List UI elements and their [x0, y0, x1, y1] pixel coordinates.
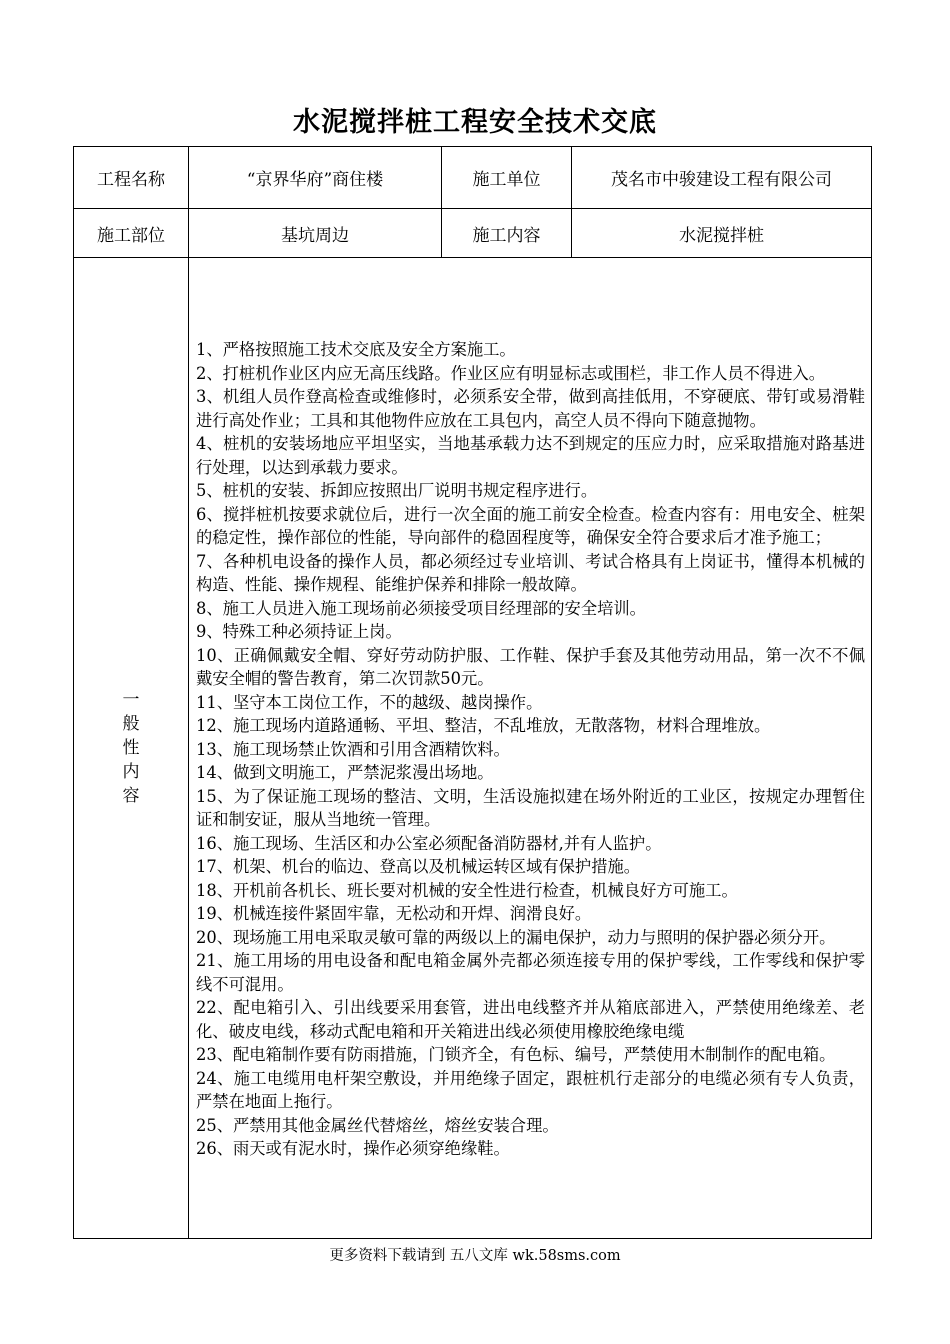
- section-label-char: 内: [122, 762, 140, 782]
- list-item: 2、打桩机作业区内应无高压线路。作业区应有明显标志或围栏，非工作人员不得进入。: [196, 363, 826, 383]
- section-label-char: 一: [122, 690, 140, 710]
- list-item: 1、严格按照施工技术交底及安全方案施工。: [196, 340, 516, 360]
- list-item: 9、特殊工种必须持证上岗。: [196, 622, 402, 642]
- list-item: 13、施工现场禁止饮酒和引用含酒精饮料。: [196, 739, 510, 759]
- label-construction-part: 施工部位: [74, 209, 189, 258]
- list-item: 25、严禁用其他金属丝代替熔丝，熔丝安装合理。: [196, 1115, 559, 1135]
- list-item: 3、机组人员作登高检查或维修时，必须系安全带，做到高挂低用，不穿硬底、带钉或易滑鞋进行高处作业；工具和其他物件应放在工具包内，高空人员不得向下随意抛物。: [196, 387, 865, 430]
- list-item: 20、现场施工用电采取灵敏可靠的两级以上的漏电保护，动力与照明的保护器必须分开。: [196, 927, 836, 947]
- list-item: 4、桩机的安装场地应平坦坚实，当地基承载力达不到规定的压应力时，应采取措施对路基进行处理，以达到承载力要求。: [196, 434, 865, 477]
- list-item: 18、开机前各机长、班长要对机械的安全性进行检查，机械良好方可施工。: [196, 880, 738, 900]
- list-item: 22、配电箱引入、引出线要采用套管，进出电线整齐并从箱底部进入，严禁使用绝缘差、老化、破皮电线，移动式配电箱和开关箱进出线必须使用橡胶绝缘电缆: [196, 998, 865, 1041]
- label-construction-content: 施工内容: [442, 209, 572, 258]
- list-item: 11、坚守本工岗位工作，不的越级、越岗操作。: [196, 692, 543, 712]
- list-item: 17、机架、机台的临边、登高以及机械运转区域有保护措施。: [196, 857, 641, 877]
- list-item: 6、搅拌桩机按要求就位后，进行一次全面的施工前安全检查。检查内容有：用电安全、桩架的稳定性，操作部位的性能，导向部件的稳固程度等，确保安全符合要求后才准予施工；: [196, 504, 865, 548]
- list-item: 12、施工现场内道路通畅、平坦、整洁，不乱堆放，无散落物，材料合理堆放。: [196, 716, 771, 736]
- section-label: [74, 258, 189, 1239]
- content-row: [74, 258, 872, 1239]
- list-item: 15、为了保证施工现场的整洁、文明，生活设施拟建在场外附近的工业区，按规定办理暂住证和制安证，服从当地统一管理。: [196, 786, 865, 830]
- list-item: 16、施工现场、生活区和办公室必须配备消防器材,并有人监护。: [196, 833, 662, 853]
- list-item: 21、施工用场的用电设备和配电箱金属外壳都必须连接专用的保护零线，工作零线和保护零线不可混用。: [196, 951, 865, 994]
- value-construction-unit: 茂名市中骏建设工程有限公司: [572, 147, 872, 209]
- list-item: 8、施工人员进入施工现场前必须接受项目经理部的安全培训。: [196, 598, 646, 618]
- section-label-char: 性: [122, 738, 140, 758]
- value-project-name: “京界华府”商住楼: [189, 147, 442, 209]
- list-item: 14、做到文明施工，严禁泥浆漫出场地。: [196, 763, 494, 783]
- section-label-char: 容: [122, 786, 140, 806]
- item-list: [189, 335, 871, 1161]
- header-row-section: [74, 209, 872, 258]
- list-item: 10、正确佩戴安全帽、穿好劳动防护服、工作鞋、保护手套及其他劳动用品，第一次不不佩戴安全帽的警告教育，第二次罚款50元。: [196, 645, 865, 689]
- list-item: 24、施工电缆用电杆架空敷设，并用绝缘子固定，跟桩机行走部分的电缆必须有专人负责，严禁在地面上拖行。: [196, 1068, 865, 1112]
- list-item: 7、各种机电设备的操作人员，都必须经过专业培训、考试合格具有上岗证书，懂得本机械的构造、性能、操作规程、能维护保养和排除一般故障。: [196, 551, 865, 595]
- value-construction-content: 水泥搅拌桩: [572, 209, 872, 258]
- list-item: 5、桩机的安装、拆卸应按照出厂说明书规定程序进行。: [196, 481, 598, 501]
- disclosure-table: [73, 146, 872, 1239]
- list-item: 26、雨天或有泥水时，操作必须穿绝缘鞋。: [196, 1139, 510, 1159]
- footer-note: 更多资料下载请到 五八文库 wk.58sms.com: [329, 1248, 621, 1264]
- label-project-name: 工程名称: [74, 147, 189, 209]
- list-item: 23、配电箱制作要有防雨措施，门锁齐全，有色标、编号，严禁使用木制制作的配电箱。: [196, 1045, 836, 1065]
- value-construction-part: 基坑周边: [189, 209, 442, 258]
- document-title: 水泥搅拌桩工程安全技术交底: [293, 107, 657, 138]
- list-item: 19、机械连接件紧固牢靠，无松动和开焊、润滑良好。: [196, 904, 592, 924]
- general-content: [189, 258, 872, 1239]
- header-row-project: [74, 147, 872, 209]
- label-construction-unit: 施工单位: [442, 147, 572, 209]
- section-label-char: 般: [122, 714, 140, 734]
